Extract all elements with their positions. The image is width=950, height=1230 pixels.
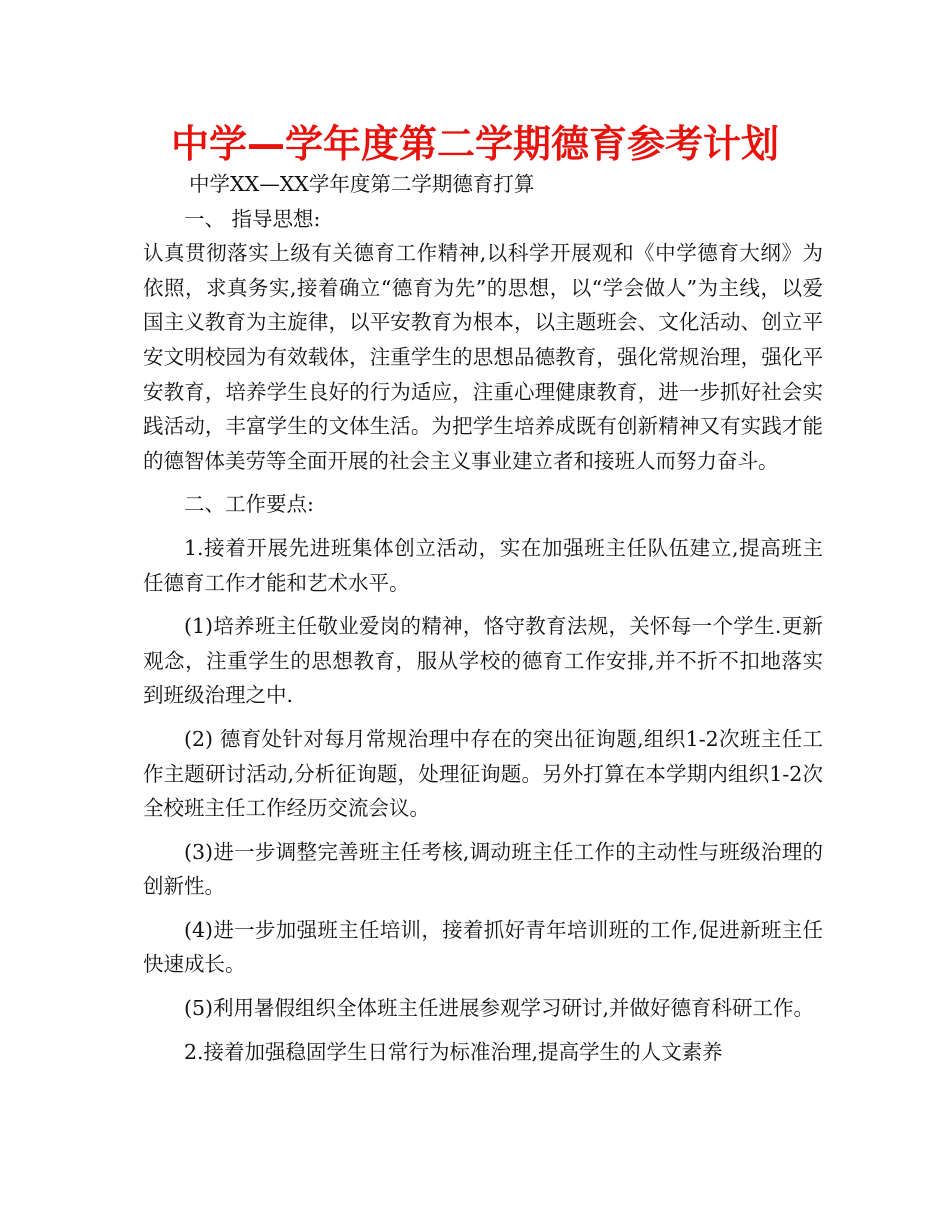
paragraph: (2) 德育处针对每月常规治理中存在的突出征询题,组织1-2次班主任工作主题研讨活动,分析征询题，处理征询题。另外打算在本学期内组织1-2次全校班主任工作经历交流会议。 [143,726,823,821]
paragraph: 一、 指导思想: [184,206,321,231]
paragraph: 认真贯彻落实上级有关德育工作精神,以科学开展观和《中学德育大纲》为依照，求真务实,接着确立“德育为先”的思想，以“学会做人”为主线，以爱国主义教育为主旋律，以平安教育为根本，以主题班会、文化活动、创立平安文明校园为有效载体，注重学生的思想品德教育，强化常规治理，强化平安教育，培养学生良好的行为适应，注重心理健康教育，进一步抓好社会实践活动，丰富学生的文体生活。为把学生培养成既有创新精神又有实践才能的德智体美劳等全面开展的社会主义事业建立者和接班人而努力奋斗。 [143,241,823,473]
paragraph: 二、工作要点: [184,492,314,517]
paragraph: (3)进一步调整完善班主任考核,调动班主任工作的主动性与班级治理的创新性。 [143,839,823,899]
paragraph: 1.接着开展先进班集体创立活动，实在加强班主任队伍建立,提高班主任德育工作才能和艺术水平。 [143,535,823,595]
paragraph: (5)利用暑假组织全体班主任进展参观学习研讨,并做好德育科研工作。 [184,996,815,1021]
paragraph: (1)培养班主任敬业爱岗的精神，恪守教育法规，关怀每一个学生.更新观念，注重学生的思想教育，服从学校的德育工作安排,并不折不扣地落实到班级治理之中. [143,614,823,708]
paragraph: (4)进一步加强班主任培训，接着抓好青年培训班的工作,促进新班主任快速成长。 [143,917,823,977]
document-title: 中学—学年度第二学期德育参考计划 [170,122,779,166]
document-body [143,167,823,1069]
paragraph: 中学XX—XX学年度第二学期德育打算 [189,172,535,196]
paragraph: 2.接着加强稳固学生日常行为标准治理,提高学生的人文素养 [184,1039,723,1064]
